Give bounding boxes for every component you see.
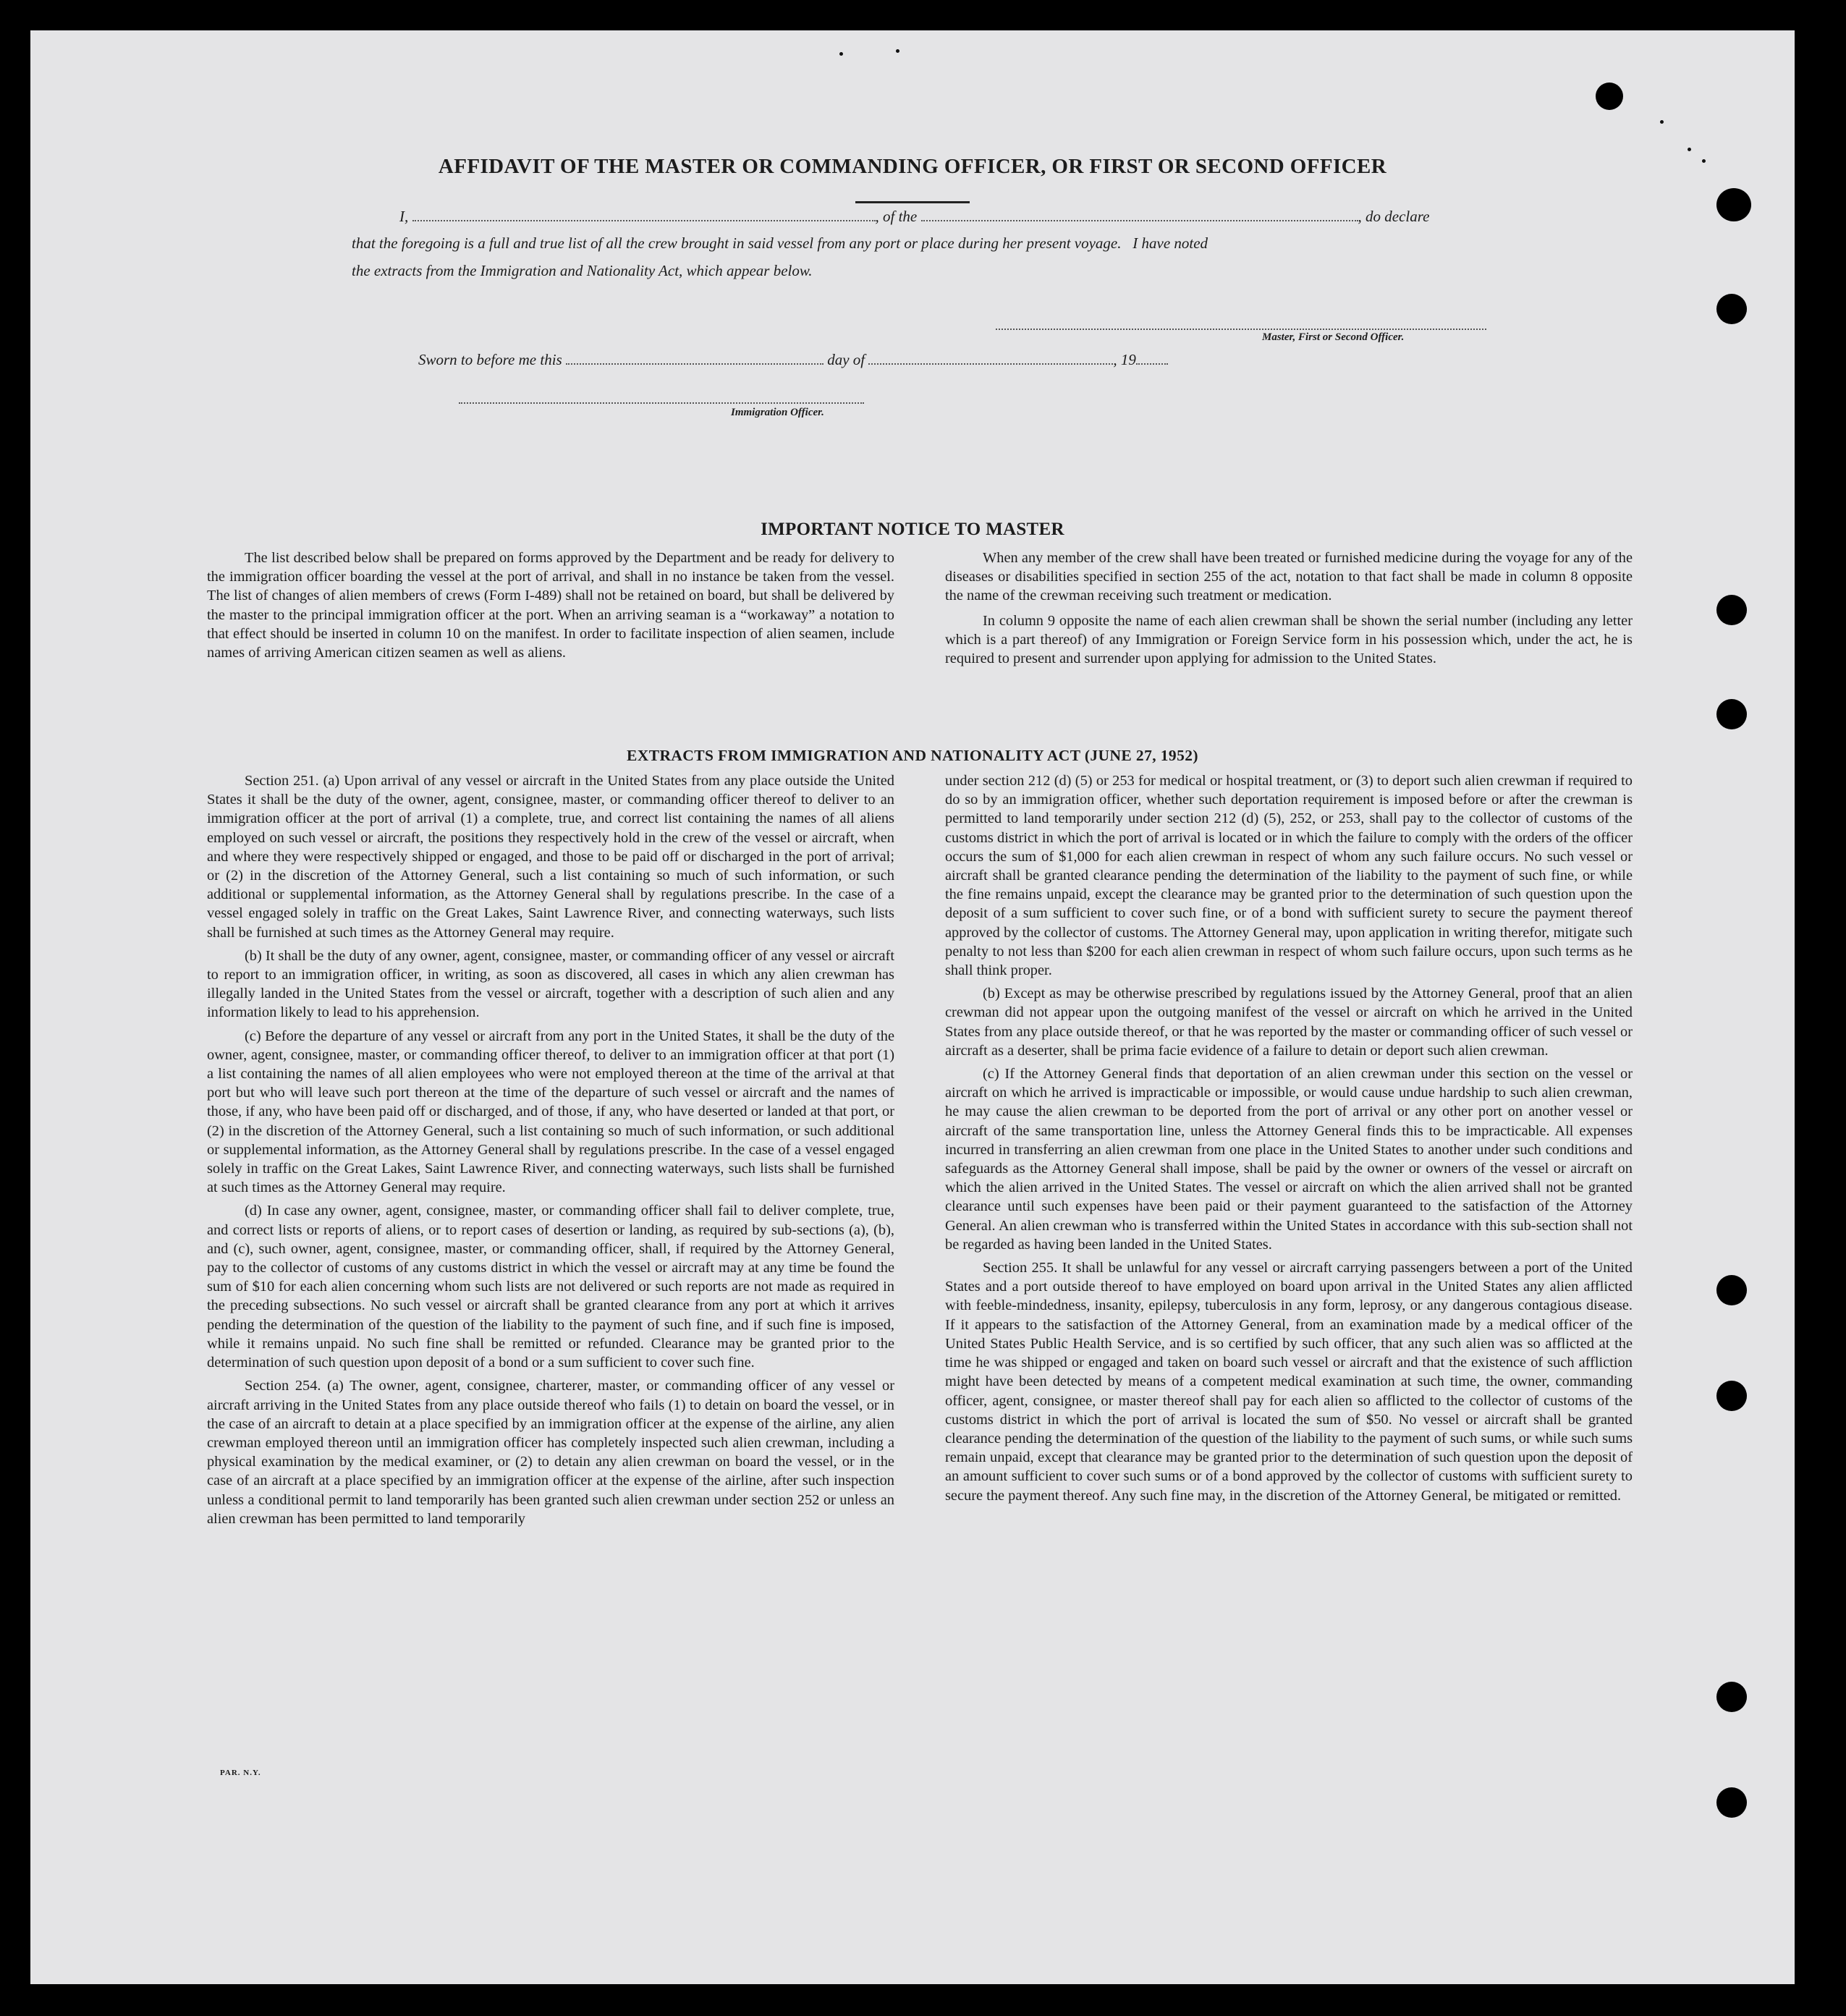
document-page xyxy=(30,30,1795,1984)
master-signature-line[interactable] xyxy=(996,329,1486,330)
extracts-left-column xyxy=(207,771,894,1533)
statute-paragraph: Section 255. It shall be unlawful for any vessel or aircraft carrying passengers between a port of the United States and a port outside thereof to have employed on board upon arrival in the United States any alien afflicted with feeble-mindedness, insanity, epilepsy, tuberculosis in any form, leprosy, or any dangerous contagious disease. If it appears to the satisfaction of the Attorney General, from an examination made by a medical officer of the United States Public Health Service, and is so certified by such officer, that any such alien was so afflicted at the time he was shipped or engaged and taken on board such vessel or aircraft and that the existence of such affliction might have been detected by means of a competent medical examination at such time, the owner, commanding officer, agent, consignee, or master thereof shall pay for each alien so afflicted to the collector of customs of the customs district in which the port of arrival is located the sum of $50. No vessel or aircraft shall be granted clearance pending the determination of the question of the liability to the payment of such sums, or while such sums remain unpaid, except that clearance may be granted prior to the determination of such question upon the deposit of an amount sufficient to cover such sums or of a bond approved by the collector of customs with sufficient surety to secure the payment thereof. Any such fine may, in the discretion of the Attorney General, be mitigated or remitted. xyxy=(945,1260,1633,1504)
notice-left-column xyxy=(207,549,894,666)
extracts-right-column xyxy=(945,771,1633,1509)
sworn-year-blank[interactable] xyxy=(1136,350,1168,365)
name-blank[interactable] xyxy=(412,207,876,221)
declaration-of-the: , of the xyxy=(875,208,918,225)
statute-paragraph: Section 254. (a) The owner, agent, consignee, charterer, master, or commanding officer of any vessel or aircraft arriving in the United States from any place outside thereof who fails (1) to detain on board the vessel, or in the case of an aircraft to detain at a place specified by an immigration officer at the expense of the airline, any alien crewman employed thereon until an immigration officer has completely inspected such alien crewman, including a physical examination by the medical examiner, or (2) to detain any alien crewman on board the vessel, or in the case of an aircraft at a place specified by an immigration officer at the expense of the airline, after such inspection unless a conditional permit to land temporarily has been granted such alien crewman under section 252 or unless an alien crewman has been permitted to land temporarily xyxy=(207,1378,894,1527)
declaration-line-2: that the foregoing is a full and true list of all the crew brought in said vessel from any port or place during her present voyage. I have noted xyxy=(352,234,1208,252)
notice-paragraph: When any member of the crew shall have been treated or furnished medicine during the voyage for any of the diseases or disabilities specified in section 255 of the act, notation to that fact shall be made in column 8 opposite the name of the crewman receiving such treatment or medication. xyxy=(945,550,1633,604)
declaration-line-1 xyxy=(352,207,1510,226)
sworn-date-blank[interactable] xyxy=(566,350,823,365)
statute-paragraph: Section 251. (a) Upon arrival of any vessel or aircraft in the United States from any place outside the United States it shall be the duty of the owner, agent, consignee, master, or commanding officer thereof to deliver to an immigration officer at the port of arrival (1) a complete, true, and correct list containing the names of all aliens employed on such vessel or aircraft, the positions they respectively hold in the crew of the vessel or aircraft, when and where they were respectively shipped or engaged, and those to be paid off or discharged in the port of arrival; or (2) in the discretion of the Attorney General, such a list containing so much of such information, or such additional or supplemental information, as the Attorney General shall by regulations prescribe. In the case of a vessel engaged solely in traffic on the Great Lakes, Saint Lawrence River, and connecting waterways, such lists shall be furnished at such times as the Attorney General may require. xyxy=(207,773,894,941)
sworn-line xyxy=(352,350,1510,369)
sworn-prefix: Sworn to before me this xyxy=(418,351,562,368)
notice-paragraph: The list described below shall be prepared on forms approved by the Department and be ready for delivery to the immigration officer boarding the vessel at the port of arrival, and shall in no instance be taken from the vessel. The list of changes of alien members of crews (Form I-489) shall not be retained on board, but shall be delivered by the master to the principal immigration officer at the port. When an arriving seaman is a “workaway” a notation to that effect should be inserted in column 10 on the manifest. In order to facilitate inspection of alien seamen, include names of arriving American citizen seamen as well as aliens. xyxy=(207,550,894,661)
printer-mark: PAR. N.Y. xyxy=(220,1769,261,1777)
sworn-month-blank[interactable] xyxy=(868,350,1113,365)
extracts-title: EXTRACTS FROM IMMIGRATION AND NATIONALITY ACT (JUNE 27, 1952) xyxy=(627,747,1198,764)
punch-hole xyxy=(1716,1682,1747,1712)
master-signature-caption: Master, First or Second Officer. xyxy=(1262,331,1405,343)
speck xyxy=(896,49,899,53)
punch-hole xyxy=(1716,1275,1747,1305)
vessel-blank[interactable] xyxy=(921,207,1358,221)
punch-hole xyxy=(1716,699,1747,729)
punch-hole xyxy=(1596,82,1623,110)
speck xyxy=(1660,120,1664,124)
statute-paragraph: under section 212 (d) (5) or 253 for medical or hospital treatment, or (3) to deport such alien crewman if required to do so by an immigration officer, whether such deportation requirement is imposed before or after the crewman is permitted to land temporarily under section 212 (d) (5), 252, or 253, shall pay to the collector of customs of the customs district in which the port of arrival is located or in which the failure to comply with the orders of the officer occurs the sum of $1,000 for each alien crewman in respect of whom any such failure occurs. No such vessel or aircraft shall be granted clearance pending the determination of the liability to the payment of such fine, or while the fine remains unpaid, except the clearance may be granted prior to the determination of such question upon the deposit of a sum sufficient to cover such fine, or of a bond with sufficient surety to secure the payment thereof approved by the collector of customs. The Attorney General may, upon application in writing therefor, mitigate such penalty to not less than $200 for each alien crewman in respect of whom such failure occurs, upon such terms as he shall think proper. xyxy=(945,773,1633,979)
statute-paragraph: (c) Before the departure of any vessel or aircraft from any port in the United States, it shall be the duty of the owner, agent, consignee, master, or commanding officer thereof, to deliver to an immigration officer at that port (1) a list containing the names of all alien employees who were not employed thereon at the time of the arrival at that port but who will leave such port thereon at the time of the departure of such vessel or aircraft and the names of those, if any, who have been paid off or discharged, and of those, if any, who have deserted or landed at that port, or (2) in the discretion of the Attorney General, such a list containing so much of such information, or such additional or supplemental information, as the Attorney General shall by regulations prescribe. In the case of a vessel engaged solely in traffic on the Great Lakes, Saint Lawrence River, and connecting waterways, such lists shall be furnished at such times as the Attorney General may require. xyxy=(207,1028,894,1196)
declaration-line-3: the extracts from the Immigration and Nationality Act, which appear below. xyxy=(352,262,813,279)
punch-hole xyxy=(1716,188,1751,221)
statute-paragraph: (b) It shall be the duty of any owner, agent, consignee, master, or commanding officer of any vessel or aircraft to report to an immigration officer, in writing, as soon as discovered, all cases in which any alien crewman has illegally landed in the United States from the vessel or aircraft, together with a description of such alien and any information likely to lead to his apprehension. xyxy=(207,947,894,1021)
declaration-i: I, xyxy=(399,208,409,225)
sworn-year: , 19 xyxy=(1113,351,1136,368)
punch-hole xyxy=(1716,1787,1747,1818)
sworn-day-of: day of xyxy=(827,351,865,368)
notice-paragraph: In column 9 opposite the name of each alien crewman shall be shown the serial number (including any letter which is a part thereof) of any Immigration or Foreign Service form in his possession which, under the act, he is required to present and surrender upon applying for admission to the United States. xyxy=(945,612,1633,667)
immigration-signature-caption: Immigration Officer. xyxy=(731,407,824,418)
notice-title: IMPORTANT NOTICE TO MASTER xyxy=(761,520,1064,539)
statute-paragraph: (c) If the Attorney General finds that deportation of an alien crewman under this section on the vessel or aircraft on which he arrived is impracticable or impossible, or would cause undue hardship to such alien crewman, he may cause the alien crewman to be deported from the port of arrival or any other port on another vessel or aircraft of the same transportation line, unless the Attorney General finds this to be impracticable. All expenses incurred in transferring an alien crewman from one place in the United States to another under such conditions and safeguards as the Attorney General shall impose, shall be paid by the owner or owners of the vessel or aircraft on which the alien arrived in the United States. The vessel or aircraft on which the alien arrived shall not be granted clearance until such expenses have been paid or their payment guaranteed to the satisfaction of the Attorney General. An alien crewman who is transferred within the United States in accordance with this sub-section shall not be regarded as having been landed in the United States. xyxy=(945,1066,1633,1253)
notice-right-column xyxy=(945,549,1633,672)
punch-hole xyxy=(1716,294,1747,324)
affidavit-title: AFFIDAVIT OF THE MASTER OR COMMANDING OFFICER, OR FIRST OR SECOND OFFICER xyxy=(438,155,1387,178)
speck xyxy=(1688,148,1691,151)
declaration-do-declare: , do declare xyxy=(1358,208,1430,225)
immigration-signature-line[interactable] xyxy=(459,402,864,404)
speck xyxy=(839,52,843,56)
punch-hole xyxy=(1716,595,1747,625)
statute-paragraph: (b) Except as may be otherwise prescribed by regulations issued by the Attorney General, proof that an alien crewman did not appear upon the outgoing manifest of the vessel or aircraft on which he arrived in the United States from any place outside thereof, or that he was reported by the master or commanding officer of such vessel or aircraft as a deserter, shall be prima facie evidence of a failure to detain or deport such alien crewman. xyxy=(945,986,1633,1059)
title-divider xyxy=(855,201,970,203)
statute-paragraph: (d) In case any owner, agent, consignee, master, or commanding officer shall fail to deliver complete, true, and correct lists or reports of aliens, or to report cases of desertion or landing, as required by sub-sections (a), (b), and (c), such owner, agent, consignee, master, or commanding officer, shall, if required by the Attorney General, pay to the collector of customs of any customs district in which the vessel or aircraft may at any time be found the sum of $10 for each alien concerning whom such lists are not delivered or such reports are not made as required in the preceding subsections. No such vessel or aircraft shall be granted clearance from any port at which it arrives pending the determination of the question of the liability to the payment of such fine, and if such fine is imposed, while it remains unpaid. No such fine shall be remitted or refunded. Clearance may be granted prior to the determination of such question upon deposit of a bond or a sum sufficient to cover such fine. xyxy=(207,1203,894,1371)
punch-hole xyxy=(1716,1381,1747,1411)
